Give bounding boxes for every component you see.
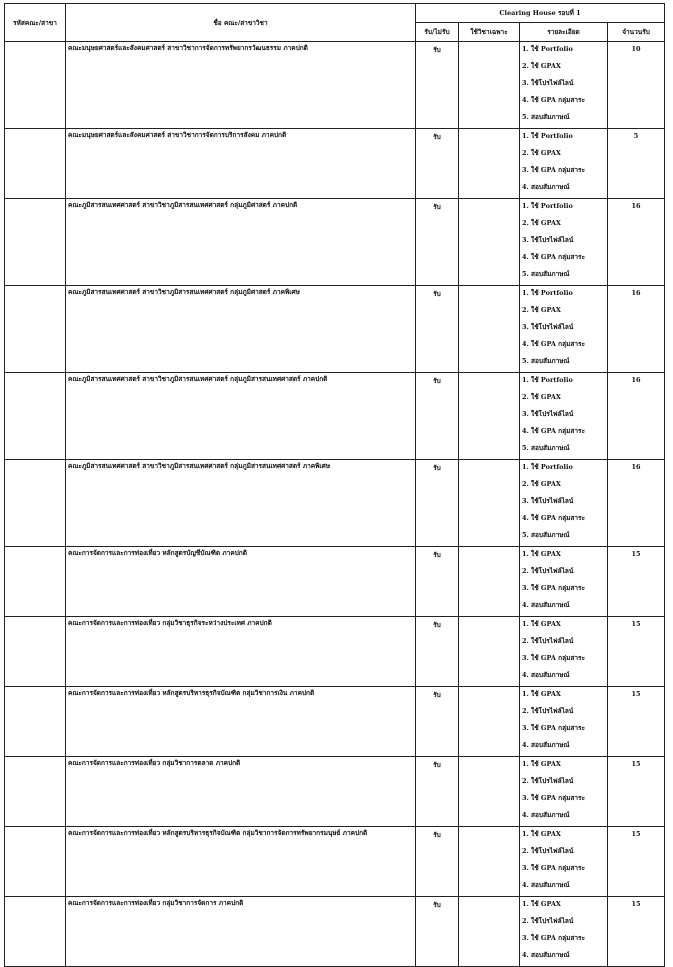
detail-item: 2. ใช้ GPAX: [522, 219, 561, 227]
count-cell: 16: [608, 199, 665, 286]
accept-cell: รับ: [416, 286, 459, 373]
admission-document: [4, 3, 664, 967]
table-row: [5, 547, 665, 617]
code-cell: [5, 129, 66, 199]
accept-cell: รับ: [416, 897, 459, 967]
detail-item: 1. ใช้ GPAX: [522, 550, 561, 558]
detail-item: 4. สอบสัมภาษณ์: [522, 671, 570, 679]
header-detail: รายละเอียด: [520, 23, 608, 42]
header-round: Clearing House รอบที่ 1: [416, 4, 665, 23]
detail-cell: [520, 129, 608, 199]
program-name-cell: คณะการจัดการและการท่องเที่ยว หลักสูตรบัญชีบัณฑิต ภาคปกติ: [66, 547, 416, 617]
code-cell: [5, 42, 66, 129]
detail-item: 4. ใช้ GPA กลุ่มสาระ: [522, 96, 585, 104]
subject-cell: [459, 827, 520, 897]
detail-cell: [520, 757, 608, 827]
detail-item: 4. สอบสัมภาษณ์: [522, 183, 570, 191]
accept-cell: รับ: [416, 687, 459, 757]
detail-item: 2. ใช้โปรไฟล์ไลน์: [522, 567, 574, 575]
code-cell: [5, 460, 66, 547]
code-cell: [5, 827, 66, 897]
detail-item: 4. สอบสัมภาษณ์: [522, 881, 570, 889]
detail-item: 3. ใช้ GPA กลุ่มสาระ: [522, 724, 585, 732]
table-row: [5, 373, 665, 460]
accept-cell: รับ: [416, 460, 459, 547]
detail-cell: [520, 617, 608, 687]
detail-cell: [520, 827, 608, 897]
detail-cell: [520, 897, 608, 967]
accept-cell: รับ: [416, 199, 459, 286]
table-row: [5, 129, 665, 199]
detail-item: 1. ใช้ Portfolio: [522, 289, 573, 297]
program-name-cell: คณะมนุษยศาสตร์และสังคมศาสตร์ สาขาวิชาการจัดการทรัพยากรวัฒนธรรม ภาคปกติ: [66, 42, 416, 129]
table-row: [5, 757, 665, 827]
detail-item: 3. ใช้โปรไฟล์ไลน์: [522, 410, 574, 418]
subject-cell: [459, 757, 520, 827]
detail-list: [520, 687, 607, 756]
detail-item: 2. ใช้โปรไฟล์ไลน์: [522, 917, 574, 925]
detail-item: 1. ใช้ Portfolio: [522, 132, 573, 140]
detail-item: 3. ใช้ GPA กลุ่มสาระ: [522, 166, 585, 174]
count-cell: 5: [608, 129, 665, 199]
program-name-cell: คณะภูมิสารสนเทศศาสตร์ สาขาวิชาภูมิสารสนเทศศาสตร์ กลุ่มภูมิสารสนเทศศาสตร์ ภาคพิเศษ: [66, 460, 416, 547]
program-name-cell: คณะการจัดการและการท่องเที่ยว กลุ่มวิชาการตลาด ภาคปกติ: [66, 757, 416, 827]
detail-item: 4. สอบสัมภาษณ์: [522, 811, 570, 819]
detail-list: [520, 129, 607, 198]
subject-cell: [459, 897, 520, 967]
detail-item: 1. ใช้ GPAX: [522, 620, 561, 628]
program-name-cell: คณะการจัดการและการท่องเที่ยว กลุ่มวิชาการจัดการ ภาคปกติ: [66, 897, 416, 967]
subject-cell: [459, 460, 520, 547]
detail-cell: [520, 199, 608, 286]
detail-item: 3. ใช้ GPA กลุ่มสาระ: [522, 794, 585, 802]
detail-item: 3. ใช้โปรไฟล์ไลน์: [522, 323, 574, 331]
subject-cell: [459, 129, 520, 199]
detail-item: 3. ใช้ GPA กลุ่มสาระ: [522, 864, 585, 872]
subject-cell: [459, 42, 520, 129]
table-row: [5, 897, 665, 967]
detail-item: 4. สอบสัมภาษณ์: [522, 951, 570, 959]
detail-item: 3. ใช้โปรไฟล์ไลน์: [522, 497, 574, 505]
detail-item: 4. ใช้ GPA กลุ่มสาระ: [522, 340, 585, 348]
header-code: รหัสคณะ/สาขา: [5, 4, 66, 42]
code-cell: [5, 617, 66, 687]
code-cell: [5, 687, 66, 757]
detail-item: 5. สอบสัมภาษณ์: [522, 113, 570, 121]
detail-cell: [520, 373, 608, 460]
detail-item: 4. ใช้ GPA กลุ่มสาระ: [522, 427, 585, 435]
subject-cell: [459, 199, 520, 286]
detail-list: [520, 460, 607, 546]
detail-cell: [520, 42, 608, 129]
detail-item: 3. ใช้โปรไฟล์ไลน์: [522, 79, 574, 87]
table-row: [5, 687, 665, 757]
accept-cell: รับ: [416, 42, 459, 129]
detail-item: 4. สอบสัมภาษณ์: [522, 741, 570, 749]
count-cell: 15: [608, 827, 665, 897]
detail-item: 2. ใช้ GPAX: [522, 393, 561, 401]
detail-item: 1. ใช้ GPAX: [522, 830, 561, 838]
program-name-cell: คณะการจัดการและการท่องเที่ยว หลักสูตรบริหารธุรกิจบัณฑิต กลุ่มวิชาการเงิน ภาคปกติ: [66, 687, 416, 757]
detail-list: [520, 827, 607, 896]
detail-list: [520, 373, 607, 459]
code-cell: [5, 897, 66, 967]
program-name-cell: คณะภูมิสารสนเทศศาสตร์ สาขาวิชาภูมิสารสนเทศศาสตร์ กลุ่มภูมิศาสตร์ ภาคปกติ: [66, 199, 416, 286]
detail-item: 3. ใช้ GPA กลุ่มสาระ: [522, 654, 585, 662]
table-row: [5, 460, 665, 547]
accept-cell: รับ: [416, 547, 459, 617]
code-cell: [5, 286, 66, 373]
admission-table: [4, 3, 665, 967]
detail-item: 5. สอบสัมภาษณ์: [522, 357, 570, 365]
detail-item: 3. ใช้โปรไฟล์ไลน์: [522, 236, 574, 244]
detail-item: 2. ใช้ GPAX: [522, 149, 561, 157]
count-cell: 16: [608, 286, 665, 373]
detail-list: [520, 42, 607, 128]
count-cell: 15: [608, 687, 665, 757]
program-name-cell: คณะการจัดการและการท่องเที่ยว หลักสูตรบริหารธุรกิจบัณฑิต กลุ่มวิชาการจัดการทรัพยากรมนุษย์ ภาคปกติ: [66, 827, 416, 897]
subject-cell: [459, 687, 520, 757]
detail-item: 1. ใช้ Portfolio: [522, 45, 573, 53]
count-cell: 16: [608, 373, 665, 460]
subject-cell: [459, 373, 520, 460]
detail-item: 5. สอบสัมภาษณ์: [522, 270, 570, 278]
program-name-cell: คณะภูมิสารสนเทศศาสตร์ สาขาวิชาภูมิสารสนเทศศาสตร์ กลุ่มภูมิศาสตร์ ภาคพิเศษ: [66, 286, 416, 373]
count-cell: 15: [608, 617, 665, 687]
program-name-cell: คณะภูมิสารสนเทศศาสตร์ สาขาวิชาภูมิสารสนเทศศาสตร์ กลุ่มภูมิสารสนเทศศาสตร์ ภาคปกติ: [66, 373, 416, 460]
detail-item: 1. ใช้ Portfolio: [522, 463, 573, 471]
detail-item: 2. ใช้โปรไฟล์ไลน์: [522, 637, 574, 645]
subject-cell: [459, 547, 520, 617]
detail-cell: [520, 460, 608, 547]
count-cell: 10: [608, 42, 665, 129]
detail-item: 1. ใช้ Portfolio: [522, 202, 573, 210]
header-count: จำนวนรับ: [608, 23, 665, 42]
subject-cell: [459, 617, 520, 687]
table-row: [5, 199, 665, 286]
detail-item: 3. ใช้ GPA กลุ่มสาระ: [522, 934, 585, 942]
detail-cell: [520, 547, 608, 617]
detail-item: 1. ใช้ GPAX: [522, 760, 561, 768]
detail-item: 4. สอบสัมภาษณ์: [522, 601, 570, 609]
detail-item: 1. ใช้ GPAX: [522, 690, 561, 698]
accept-cell: รับ: [416, 617, 459, 687]
code-cell: [5, 199, 66, 286]
table-row: [5, 286, 665, 373]
detail-item: 2. ใช้ GPAX: [522, 306, 561, 314]
count-cell: 15: [608, 547, 665, 617]
code-cell: [5, 373, 66, 460]
detail-item: 5. สอบสัมภาษณ์: [522, 444, 570, 452]
header-name: ชื่อ คณะ/สาขาวิชา: [66, 4, 416, 42]
program-name-cell: คณะมนุษยศาสตร์และสังคมศาสตร์ สาขาวิชาการจัดการบริการสังคม ภาคปกติ: [66, 129, 416, 199]
detail-item: 4. ใช้ GPA กลุ่มสาระ: [522, 514, 585, 522]
code-cell: [5, 757, 66, 827]
program-name-cell: คณะการจัดการและการท่องเที่ยว กลุ่มวิชาธุรกิจระหว่างประเทศ ภาคปกติ: [66, 617, 416, 687]
detail-item: 1. ใช้ GPAX: [522, 900, 561, 908]
subject-cell: [459, 286, 520, 373]
detail-cell: [520, 687, 608, 757]
detail-item: 2. ใช้โปรไฟล์ไลน์: [522, 847, 574, 855]
detail-list: [520, 617, 607, 686]
detail-item: 5. สอบสัมภาษณ์: [522, 531, 570, 539]
count-cell: 16: [608, 460, 665, 547]
accept-cell: รับ: [416, 129, 459, 199]
detail-item: 4. ใช้ GPA กลุ่มสาระ: [522, 253, 585, 261]
detail-list: [520, 897, 607, 966]
detail-item: 3. ใช้ GPA กลุ่มสาระ: [522, 584, 585, 592]
count-cell: 15: [608, 757, 665, 827]
detail-item: 2. ใช้ GPAX: [522, 480, 561, 488]
detail-list: [520, 286, 607, 372]
detail-item: 2. ใช้โปรไฟล์ไลน์: [522, 707, 574, 715]
accept-cell: รับ: [416, 373, 459, 460]
table-row: [5, 827, 665, 897]
table-row: [5, 617, 665, 687]
count-cell: 15: [608, 897, 665, 967]
detail-cell: [520, 286, 608, 373]
detail-list: [520, 547, 607, 616]
detail-item: 2. ใช้โปรไฟล์ไลน์: [522, 777, 574, 785]
detail-item: 1. ใช้ Portfolio: [522, 376, 573, 384]
header-subject: ใช้วิชาเฉพาะ: [459, 23, 520, 42]
detail-item: 2. ใช้ GPAX: [522, 62, 561, 70]
header-accept: รับ/ไม่รับ: [416, 23, 459, 42]
code-cell: [5, 547, 66, 617]
detail-list: [520, 757, 607, 826]
accept-cell: รับ: [416, 827, 459, 897]
detail-list: [520, 199, 607, 285]
table-body: [5, 42, 665, 967]
accept-cell: รับ: [416, 757, 459, 827]
table-row: [5, 42, 665, 129]
